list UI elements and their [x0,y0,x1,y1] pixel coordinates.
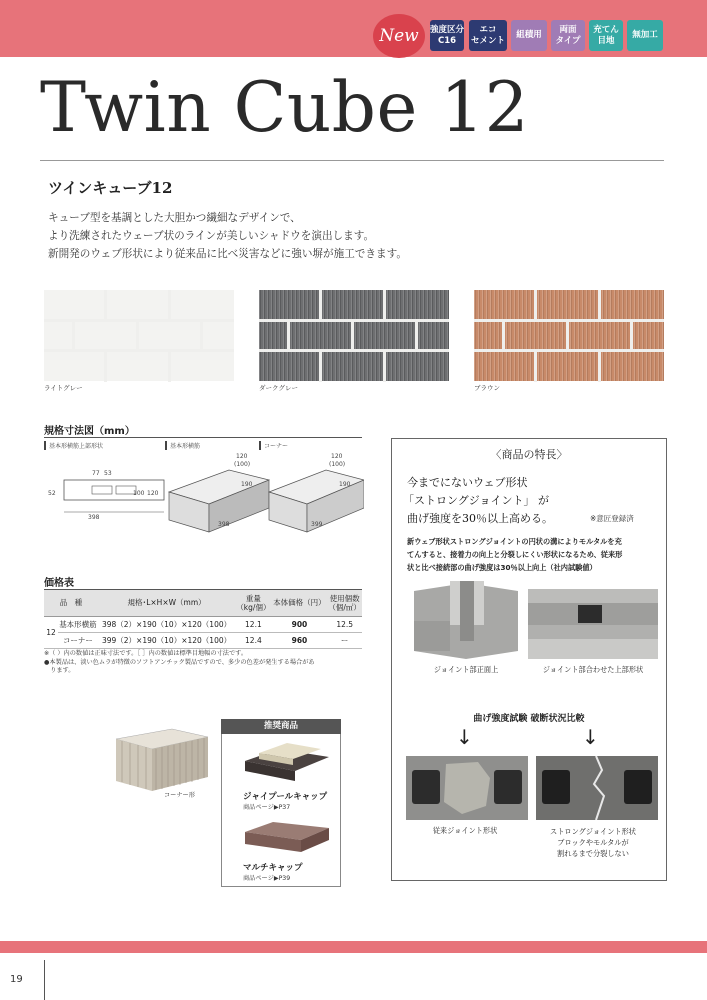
swatch-light-gray [44,290,234,381]
cell-weight: 12.4 [235,632,271,648]
feature-line: 今までにないウェブ形状 [407,476,528,489]
dim-height-right: 100 [133,490,145,497]
conventional-joint-photo [406,756,528,820]
joint-front-label: ジョイント部正面上 [433,665,499,674]
cell-size: 398（2）×190（10）×120（100） [98,616,235,632]
col-price: 本体価格（円） [272,590,328,616]
cell-price: 960 [272,632,328,648]
down-arrow-icon: ↓ [582,725,599,749]
cell-usage: ー [327,632,362,648]
tag-line: 目地 [597,35,615,46]
col-name: 品 種 [44,590,98,616]
tag-masonry [511,20,547,51]
tag-line: C16 [437,35,457,46]
new-badge: New [373,14,425,58]
spec-label-corner: コーナー [259,441,288,450]
multi-cap-photo [243,818,331,858]
spec-divider [44,437,362,438]
page-divider [44,960,45,1000]
tag-line: 組積用 [516,30,542,40]
price-notes [44,650,364,676]
col-size: 規格･L×H×W（mm） [98,590,235,616]
dim-basic-h: 190 [241,481,253,488]
note-line: ●本製品は、淡い色ムラが特徴のソフトアンチック製品ですので、多少の色差が発生する場合があ [44,658,315,666]
tag-line: セメント [470,35,505,46]
swatch-brown [474,290,664,381]
test-label-strong [528,826,658,859]
col-usage: 使用個数 （個/㎡） [327,590,362,616]
corner-photo-label: コーナー形 [164,792,195,799]
feature-body-line: てんすると、接着力の向上と分裂しにくい形状になるため、従来形 [407,550,623,559]
tag-filled-joint [589,20,623,51]
dim-basic-w: 398 [218,521,230,528]
table-row [44,616,362,632]
table-row [44,632,362,648]
feature-body-line: 状と比べ接続部の曲げ強度は30％以上向上（社内試験値） [407,563,597,572]
description-line: より洗練されたウェーブ状のラインが美しいシャドウを演出します。 [48,230,375,242]
description-line: 新開発のウェブ形状により従来品に比べ災害などに強い塀が施工できます。 [48,248,407,260]
tag-unprocessed [627,20,663,51]
test-label-line: ストロングジョイント形状 [550,827,636,836]
cell-size: 399（2）×190（10）×120（100） [98,632,235,648]
recommended-item-name: ジャイプールキャップ [243,792,328,802]
bottom-band [0,941,707,953]
feature-body-line: 新ウェブ形状ストロングジョイントの円状の溝によりモルタルを充 [407,537,622,546]
note-line: ※（ ）内の数値は正味寸法です。［ ］内の数値は標準目地幅の寸法です。 [44,650,248,657]
cell-name: 基本形横筋 [58,616,98,632]
group-cell: 12 [44,616,58,648]
tag-line: エコ [479,24,497,35]
tag-double-sided [551,20,585,51]
corner-block-photo [112,725,212,795]
spec-label-basic: 基本形横筋 [165,441,200,450]
cell-weight: 12.1 [235,616,271,632]
feature-line: 「ストロングジョイント」 が [403,494,550,507]
patent-note: ※意匠登録済 [590,514,634,523]
page-title: Twin Cube 12 [40,68,530,148]
price-header-row [44,590,362,616]
feature-line: 曲げ強度を30％以上高める。 [407,512,553,525]
recommended-item-page: 商品ページ▶P39 [243,875,291,882]
tag-line: 強度区分 [430,24,465,35]
spec-title: 規格寸法図（mm） [44,426,135,437]
tag-line: 両面 [559,24,577,35]
tag-line: 充てん [593,24,619,35]
dim-basic-h2: (100) [234,461,251,468]
dim-corner-h1: 120 [331,453,343,460]
tag-line: タイプ [555,35,581,46]
cell-name: コーナー [58,632,98,648]
price-title: 価格表 [44,578,74,589]
cell-price: 900 [272,616,328,632]
feature-body [407,535,661,574]
dim-corner-h: 190 [339,481,351,488]
cell-usage: 12.5 [327,616,362,632]
test-label-line: ブロックやモルタルが [557,838,629,847]
product-description [48,209,407,263]
recommended-title: 推奨商品 [221,719,341,734]
dim-corner-h2: (100) [329,461,346,468]
down-arrow-icon: ↓ [456,725,473,749]
test-label-conventional: 従来ジョイント形状 [432,826,498,835]
tag-line: 無加工 [632,30,658,40]
dim-depth: 120 [147,490,159,497]
dim-basic-h1: 120 [236,453,248,460]
recommended-item-name: マルチキャップ [243,863,303,873]
swatch-label-brown: ブラウン [474,384,500,392]
price-table [44,590,362,649]
swatch-dark-gray [259,290,449,381]
spec-drawings [44,452,364,542]
description-line: キューブ型を基調とした大胆かつ繊細なデザインで、 [48,212,301,224]
test-label-line: 割れるまで分裂しない [557,849,629,858]
jaipur-cap-photo [243,739,331,789]
dim-width-top: 398 [88,514,100,521]
page-number: 19 [10,974,23,985]
note-line: ります。 [44,667,75,674]
joint-top-photo [528,581,658,661]
dim-height-left: 52 [48,490,56,497]
joint-front-photo [406,581,526,661]
col-weight: 重量 （kg/個） [235,590,271,616]
dim-top-a: 77 [92,470,100,477]
swatch-label-light-gray: ライトグレー [44,384,83,392]
title-divider [40,160,664,161]
test-title: 曲げ強度試験 破断状況比較 [473,714,585,724]
strong-joint-photo [536,756,658,820]
tag-strength [430,20,464,51]
joint-top-label: ジョイント部合わせた上部形状 [542,665,644,674]
product-subtitle: ツインキューブ12 [48,179,173,197]
recommended-item-page: 商品ページ▶P37 [243,804,291,811]
spec-label-top: 基本形横筋上部形状 [44,441,103,450]
dim-top-b: 53 [104,470,112,477]
feature-title: 〈商品の特長〉 [490,448,568,461]
dim-corner-w: 399 [311,521,323,528]
tag-eco [469,20,507,51]
swatch-label-dark-gray: ダークグレー [259,384,298,392]
